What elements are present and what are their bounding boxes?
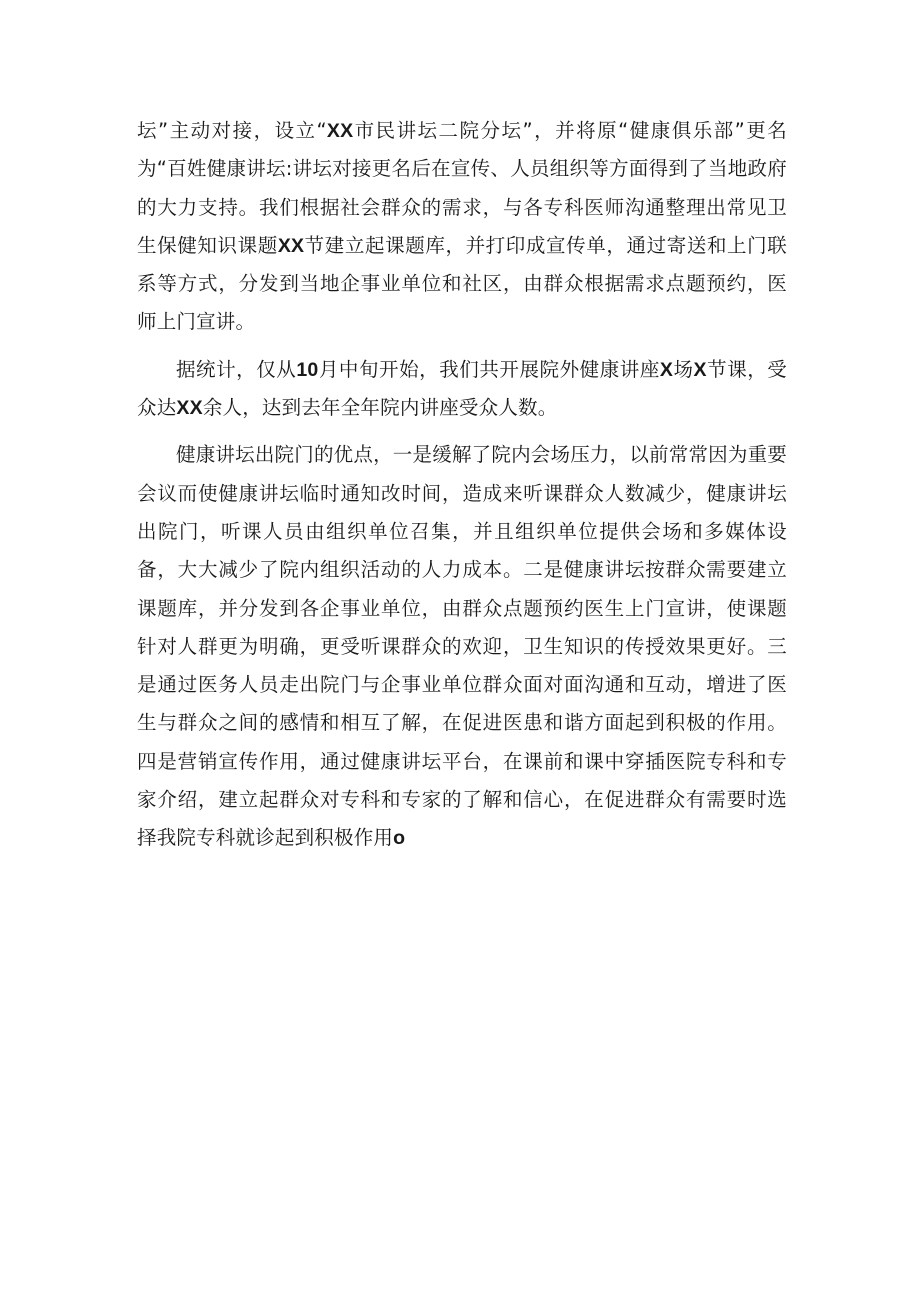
paragraph-1: 坛”主动对接，设立“XX市民讲坛二院分坛”，并将原“健康俱乐部”更名为“百姓健康讲坛:讲坛对接更名后在宣传、人员组织等方面得到了当地政府的大力支持。我们根据社会群众的需求，与各专科医师沟通整理出常见卫生保健知识课题XX节建立起课题库，并打印成宣传单，通过寄送和上门联系等方式，分发到当地企事业单位和社区，由群众根据需求点题预约，医师上门宣讲。 — [137, 119, 787, 334]
document-body — [137, 112, 787, 867]
paragraph-2: 据统计，仅从10月中旬开始，我们共开展院外健康讲座X场X节课，受众达XX余人，达到去年全年院内讲座受众人数。 — [137, 357, 788, 420]
paragraph-3: 健康讲坛出院门的优点，一是缓解了院内会场压力，以前常常因为重要会议而使健康讲坛临时通知改时间，造成来听课群众人数减少，健康讲坛出院门，听课人员由组织单位召集，并且组织单位提供会场和多媒体设备，大大减少了院内组织活动的人力成本。二是健康讲坛按群众需要建立课题库，并分发到各企事业单位，由群众点题预约医生上门宣讲，使课题针对人群更为明确，更受听课群众的欢迎，卫生知识的传授效果更好。三是通过医务人员走出院门与企事业单位群众面对面沟通和互动，增进了医生与群众之间的感情和相互了解，在促进医患和谐方面起到积极的作用。四是营销宣传作用，通过健康讲坛平台，在课前和课中穿插医院专科和专家介绍，建立起群众对专科和专家的了解和信心，在促进群众有需要时选择我院专科就诊起到积极作用o — [137, 443, 787, 850]
